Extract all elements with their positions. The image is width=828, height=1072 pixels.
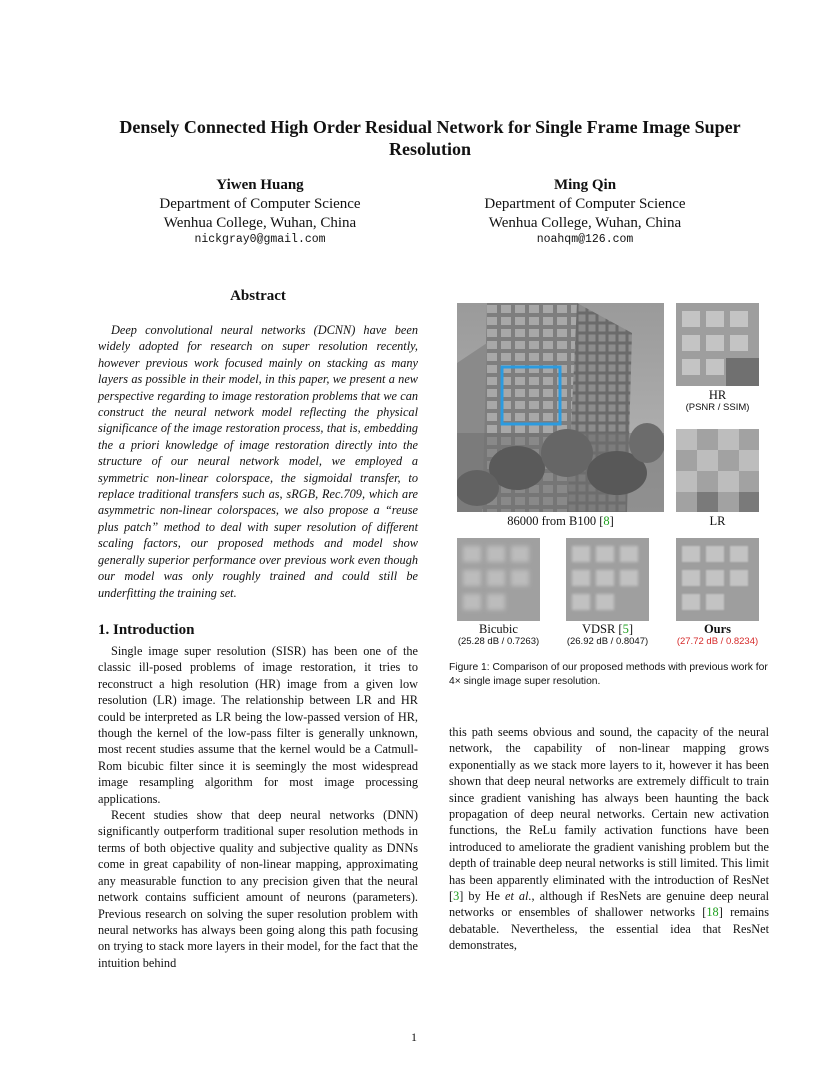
bicubic-value: (25.28 dB / 0.7263) <box>457 636 540 647</box>
abstract-body <box>98 322 418 601</box>
right-text-etal: et al. <box>505 889 532 904</box>
intro-paragraph-2: Recent studies show that deep neural networks (DNN) significantly outperform traditional super resolution methods in terms of both objective quality and subjective quality as DNNs come in great capability of non-linear mapping, approximating any measurable function to any precision given that the neural network contains sufficient amount of neurons (parameters). Previous research on solving the super resolution problem with neural networks has always been going along this path focusing on trying to stack more layers in their model, for the fact that the intuition behind <box>98 808 418 970</box>
title-line-2: Resolution <box>388 139 471 159</box>
right-text-a: this path seems obvious and sound, the capacity of the neural network, the capability of non-linear mapping grows exponentially as we stack more layers to it, however it has been shown that deep neural networks are extremely difficult to train since gradient vanishing has always been haunting the back propagation of deep neural networks. Certain new activation functions, the ReLu family activation functions have been introduced to ameliorate the gradient vanishing problem but the depth of trainable deep neural networks is still limited. This limit has been apparently eliminated with the introduction of ResNet [ <box>449 725 769 904</box>
figure-caption: Figure 1: Comparison of our proposed methods with previous work for 4× single image super resolution. <box>449 662 768 687</box>
ours-label: Ours <box>703 622 732 636</box>
citation-link[interactable]: 18 <box>706 905 719 920</box>
vdsr-label-end: ] <box>628 622 634 636</box>
author-inst: Wenhua College, Wuhan, China <box>163 215 357 231</box>
main-image-label-end: ] <box>609 514 614 528</box>
author-block-2 <box>435 176 735 247</box>
section-heading-introduction: 1. Introduction <box>98 622 195 638</box>
figure-lr-crop <box>676 429 759 512</box>
paper-title <box>80 116 780 160</box>
author-inst: Wenhua College, Wuhan, China <box>488 215 682 231</box>
figure-vdsr-crop <box>566 538 649 621</box>
right-paragraph <box>449 724 769 954</box>
right-text-d: ] remains debatable. Nevertheless, the essential idea that ResNet demonstrates, <box>449 905 769 953</box>
main-image-label <box>457 514 664 529</box>
right-column-body <box>449 724 769 954</box>
right-text-b: ] by He <box>459 889 505 904</box>
vdsr-label <box>556 622 659 637</box>
bicubic-label: Bicubic <box>479 622 518 636</box>
main-image-label-text: 86000 from B100 [ <box>507 514 604 528</box>
intro-paragraph-1: Single image super resolution (SISR) has been one of the classic ill-posed problems of image restoration, it tries to reconstruct a high resolution (HR) image from a given low resolution (LR) image. The relationship between LR and HR could be interpreted as LR being the low-passed version of HR, though the kernel of the low-pass filter is generally unknown, most recent studies assume that the kernel would be a Catmull-Rom bicubic filter since it is seemingly the most widespread image resampling algorithm for most image processing applications. <box>98 644 418 806</box>
figure-ours-crop <box>676 538 759 621</box>
figure-bicubic-crop <box>457 538 540 621</box>
page-number: 1 <box>411 1030 417 1044</box>
author-email[interactable]: noahqm@126.com <box>536 233 634 246</box>
vdsr-label-text: VDSR [ <box>581 622 623 636</box>
author-email[interactable]: nickgray0@gmail.com <box>194 233 326 246</box>
hr-label: HR <box>708 388 727 402</box>
lr-label: LR <box>709 514 726 528</box>
author-name: Ming Qin <box>553 177 617 193</box>
author-dept: Department of Computer Science <box>159 196 361 212</box>
vdsr-value: (26.92 dB / 0.8047) <box>566 636 649 647</box>
abstract-text: Deep convolutional neural networks (DCNN) have been widely adopted for research on super resolution recently, however previous work focused mainly on stacking as many layers as possible in their model, in this paper, we present a new perspective regarding to image restoration problems that we can construct the neural network model reflecting the physical significance of the image restoration process, that is, embedding the a priori knowledge of image restoration directly into the structure of our neural network model, we employed a symmetric non-linear colorspace, the sigmoidal transfer, to replace traditional transfers such as, sRGB, Rec.709, which are asymmetric non-linear colorspaces, we also propose a “reuse plus patch” method to deal with super resolution of different scaling factors, our proposed methods and model show generally superior performance over previous work even though our model was only roughly trained and could still be underfitting the training set. <box>98 323 418 600</box>
author-block-1 <box>110 176 410 247</box>
abstract-heading: Abstract <box>230 288 286 304</box>
citation-link[interactable]: 3 <box>453 889 460 904</box>
hr-sublabel: (PSNR / SSIM) <box>685 402 750 413</box>
author-dept: Department of Computer Science <box>484 196 686 212</box>
citation-link[interactable]: 5 <box>622 622 629 636</box>
ours-value: (27.72 dB / 0.8234) <box>676 636 759 647</box>
citation-link[interactable]: 8 <box>603 514 610 528</box>
title-line-1: Densely Connected High Order Residual Network for Single Frame Image Super <box>119 117 741 137</box>
introduction-body <box>98 643 418 971</box>
right-text-c: , although if ResNets are genuine deep neural networks or ensembles of shallower networks [ <box>449 889 769 920</box>
figure-hr-crop <box>676 303 759 386</box>
figure-main-image <box>457 303 664 512</box>
author-name: Yiwen Huang <box>216 177 304 193</box>
